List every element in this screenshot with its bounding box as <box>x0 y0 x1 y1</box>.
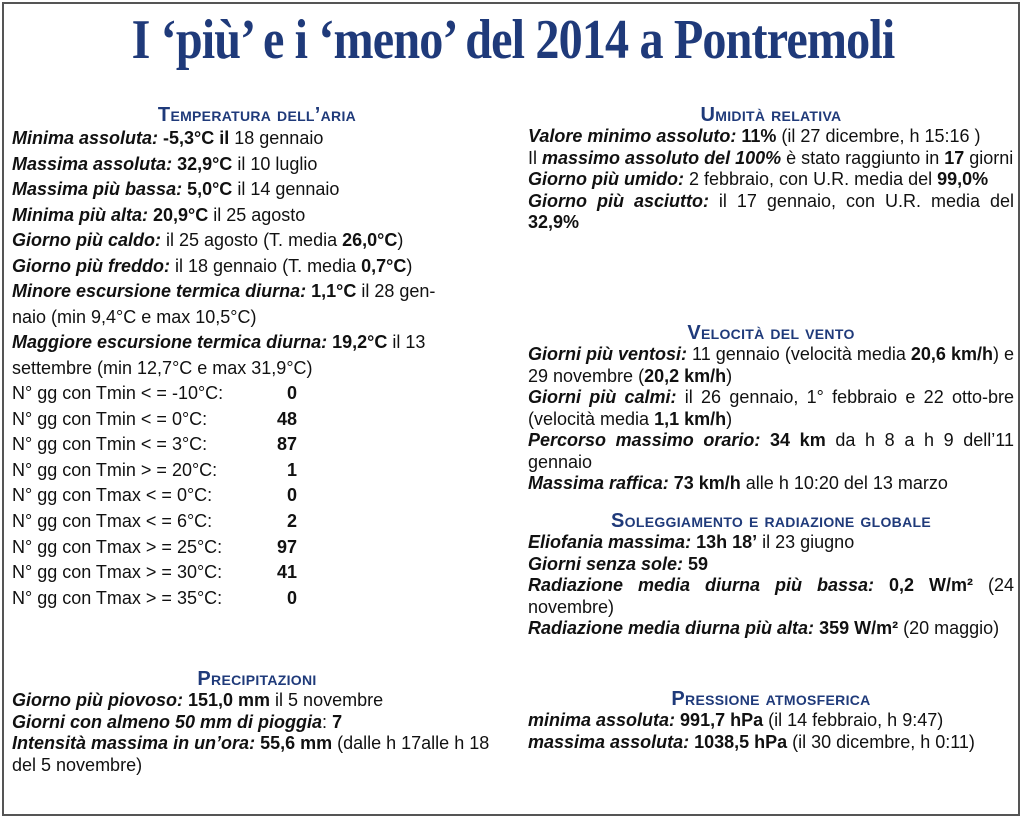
temp-line-7: Minore escursione termica diurna: 1,1°C il 28 gen- <box>12 281 436 301</box>
sole-line-2: Giorni senza sole: 59 <box>528 553 709 574</box>
count-row: N° gg con Tmin < = 0°C: 48 <box>12 408 297 429</box>
umid-line-2: Il massimo assoluto del 100% è stato raggiunto in 17 giorni <box>528 147 1014 168</box>
count-row: N° gg con Tmin < = -10°C: 0 <box>12 383 297 403</box>
count-row: N° gg con Tmin < = 3°C: 87 <box>12 434 297 455</box>
heading-soleggiamento: Soleggiamento e radiazione globale <box>611 510 931 532</box>
sole-line-1: Eliofania massima: 13h 18’ il 23 giugno <box>528 532 855 552</box>
page-title: I ‘più’ e i ‘meno’ del 2014 a Pontremoli <box>131 9 895 71</box>
heading-pressione: Pressione atmosferica <box>671 688 871 710</box>
vento-line-3: Percorso massimo orario: 34 km da h 8 a h 9 dell’11 gennaio <box>528 430 1014 472</box>
count-row: N° gg con Tmax < = 6°C: 2 <box>12 510 297 531</box>
section-precipitazioni <box>12 668 502 776</box>
count-row: N° gg con Tmax > = 35°C: 0 <box>12 587 297 608</box>
temp-line-1: Minima assoluta: -5,3°C il 18 gennaio <box>12 128 324 148</box>
temp-line-7b: naio (min 9,4°C e max 10,5°C) <box>12 306 257 327</box>
heading-umidita: Umidità relativa <box>700 104 842 126</box>
umid-line-1: Valore minimo assoluto: 11% (il 27 dicembre, h 15:16 ) <box>528 126 981 146</box>
vento-line-4: Massima raffica: 73 km/h alle h 10:20 del 13 marzo <box>528 473 948 493</box>
count-row: N° gg con Tmax > = 25°C: 97 <box>12 536 297 557</box>
temp-line-5: Giorno più caldo: il 25 agosto (T. media 26,0°C) <box>12 230 404 250</box>
section-soleggiamento <box>528 510 1014 640</box>
temp-line-3: Massima più bassa: 5,0°C il 14 gennaio <box>12 179 340 199</box>
precip-line-2: Giorni con almeno 50 mm di pioggia: 7 <box>12 711 343 732</box>
page-frame <box>2 2 1020 816</box>
precip-line-1: Giorno più piovoso: 151,0 mm il 5 novembre <box>12 690 384 710</box>
count-row: N° gg con Tmax > = 30°C: 41 <box>12 562 297 583</box>
heading-vento: Velocità del vento <box>687 322 855 344</box>
sole-line-4: Radiazione media diurna più alta: 359 W/m² (20 maggio) <box>528 618 1000 638</box>
section-umidita <box>528 104 1014 234</box>
press-line-2: massima assoluta: 1038,5 hPa (il 30 dicembre, h 0:11) <box>528 731 975 752</box>
temp-line-8b: settembre (min 12,7°C e max 31,9°C) <box>12 357 313 378</box>
temp-line-4: Minima più alta: 20,9°C il 25 agosto <box>12 204 306 225</box>
count-list <box>12 381 502 611</box>
temp-line-8: Maggiore escursione termica diurna: 19,2°C il 13 <box>12 332 426 352</box>
precip-line-3: Intensità massima in un’ora: 55,6 mm (dalle h 17alle h 18 del 5 novembre) <box>12 733 490 775</box>
count-row: N° gg con Tmax < = 0°C: 0 <box>12 485 297 506</box>
vento-line-2: Giorni più calmi: il 26 gennaio, 1° febbraio e 22 otto-bre (velocità media 1,1 km/h) <box>528 387 1014 429</box>
temp-line-2: Massima assoluta: 32,9°C il 10 luglio <box>12 153 318 174</box>
vento-line-1: Giorni più ventosi: 11 gennaio (velocità media 20,6 km/h) e 29 novembre (20,2 km/h) <box>528 344 1014 386</box>
umid-line-4: Giorno più asciutto: il 17 gennaio, con U.R. media del 32,9% <box>528 190 1014 232</box>
sole-line-3: Radiazione media diurna più bassa: 0,2 W/m² (24 novembre) <box>528 575 1014 617</box>
heading-precipitazioni: Precipitazioni <box>197 668 317 690</box>
section-vento <box>528 322 1014 495</box>
press-line-1: minima assoluta: 991,7 hPa (il 14 febbraio, h 9:47) <box>528 710 944 730</box>
section-temperatura <box>12 104 502 611</box>
heading-temperatura: Temperatura dell’aria <box>157 104 357 126</box>
count-row: N° gg con Tmin > = 20°C: 1 <box>12 459 297 480</box>
umid-line-3: Giorno più umido: 2 febbraio, con U.R. media del 99,0% <box>528 169 989 189</box>
temp-line-6: Giorno più freddo: il 18 gennaio (T. media 0,7°C) <box>12 255 413 276</box>
section-pressione <box>528 688 1014 753</box>
